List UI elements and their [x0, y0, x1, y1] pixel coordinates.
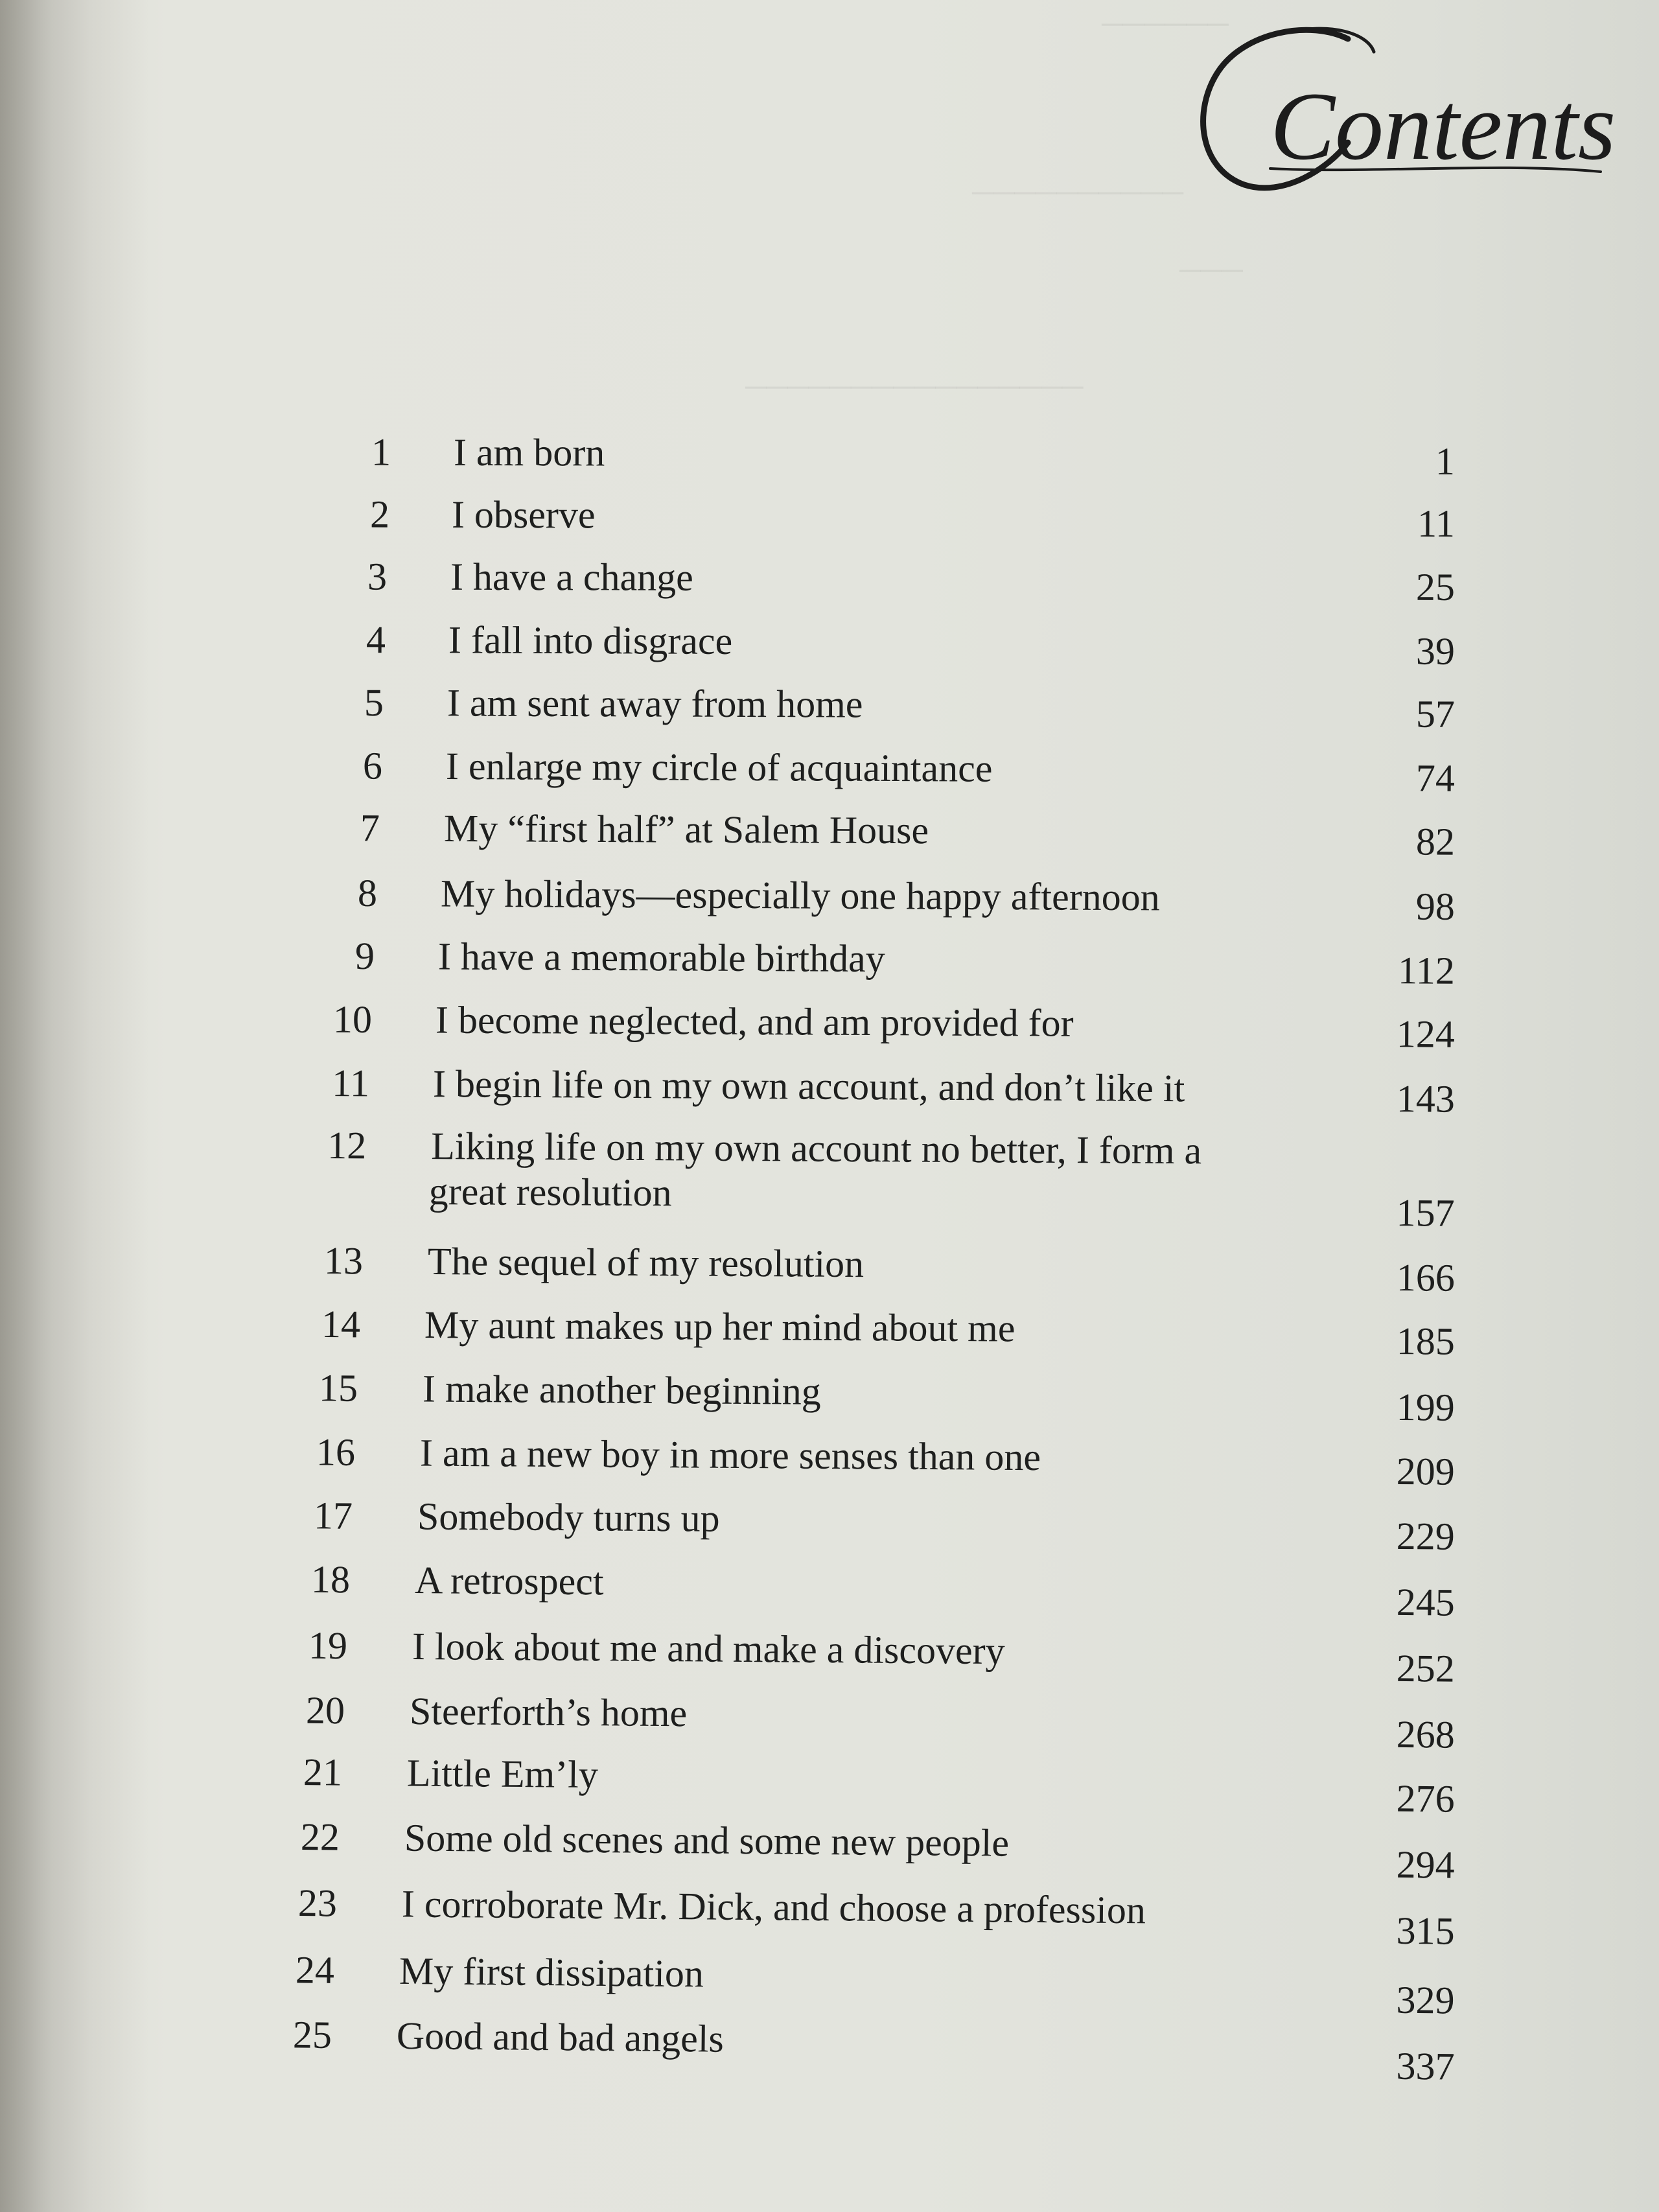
- page-number: 209: [1396, 1450, 1456, 1493]
- chapter-title: My aunt makes up her mind about me: [424, 1303, 1015, 1350]
- chapter-title: I am a new boy in more senses than one: [419, 1431, 1041, 1479]
- chapter-title: Little Em’ly: [406, 1751, 599, 1797]
- chapter-title: I make another beginning: [422, 1367, 821, 1413]
- page-number: 337: [1396, 2044, 1455, 2088]
- chapter-number: 22: [300, 1815, 340, 1859]
- chapter-title: I fall into disgrace: [448, 618, 733, 662]
- chapter-number: 19: [308, 1624, 348, 1668]
- chapter-title: I have a memorable birthday: [437, 935, 885, 981]
- page-number: 199: [1396, 1386, 1456, 1429]
- page-number: 1: [1435, 439, 1456, 483]
- chapter-number: 3: [367, 555, 388, 598]
- chapter-number: 4: [365, 618, 386, 662]
- page-number: 74: [1415, 756, 1456, 800]
- page-number: 329: [1396, 1978, 1455, 2022]
- page-number: 294: [1396, 1843, 1455, 1887]
- chapter-number: 13: [323, 1239, 364, 1283]
- chapter-number: 25: [292, 2013, 332, 2056]
- page-number: 157: [1396, 1191, 1455, 1235]
- chapter-number: 7: [360, 806, 380, 850]
- chapter-number: 2: [369, 493, 390, 536]
- chapter-title: I look about me and make a discovery: [412, 1624, 1005, 1673]
- page-number: 268: [1396, 1712, 1456, 1756]
- chapter-number: 17: [313, 1494, 353, 1537]
- chapter-title: My holidays—especially one happy afternoon: [440, 872, 1160, 919]
- chapter-number: 11: [332, 1062, 370, 1105]
- page-number: 124: [1396, 1012, 1456, 1056]
- page-number: 143: [1396, 1077, 1456, 1121]
- chapter-number: 5: [364, 681, 384, 725]
- chapter-number: 12: [327, 1124, 367, 1167]
- chapter-title: The sequel of my resolution: [427, 1240, 864, 1286]
- page-number: 39: [1415, 629, 1456, 673]
- chapter-number: 8: [357, 871, 378, 915]
- chapter-title: I corroborate Mr. Dick, and choose a profession: [401, 1882, 1146, 1932]
- chapter-title: I observe: [451, 493, 596, 537]
- chapter-title: Somebody turns up: [417, 1495, 720, 1540]
- show-through-decoration: ──────: [1102, 7, 1229, 40]
- chapter-number: 9: [354, 934, 375, 978]
- page-number: 98: [1415, 885, 1456, 928]
- show-through-decoration: ────────────────: [745, 370, 1084, 403]
- chapter-title: Good and bad angels: [396, 2014, 725, 2060]
- chapter-title: Steerforth’s home: [409, 1689, 688, 1735]
- chapter-number: 20: [305, 1688, 345, 1732]
- chapter-number: 23: [297, 1881, 338, 1925]
- chapter-title: I begin life on my own account, and don’t like it: [432, 1062, 1185, 1110]
- page-number: 112: [1397, 949, 1456, 992]
- chapter-number: 6: [362, 744, 383, 787]
- contents-title-text: Contents: [1270, 73, 1614, 180]
- chapter-number: 10: [332, 997, 373, 1042]
- chapter-number: 16: [316, 1430, 356, 1474]
- chapter-title: I am sent away from home: [447, 681, 863, 726]
- show-through-decoration: ───: [1179, 253, 1243, 286]
- chapter-title: Some old scenes and some new people: [404, 1816, 1010, 1865]
- chapter-number: 14: [321, 1303, 361, 1346]
- chapter-title: My first dissipation: [399, 1949, 704, 1996]
- page-number: 82: [1415, 820, 1456, 863]
- chapter-title: I am born: [453, 430, 605, 474]
- page-number: 245: [1396, 1580, 1456, 1624]
- page-number: 229: [1396, 1515, 1456, 1558]
- chapter-title: I become neglected, and am provided for: [435, 998, 1074, 1045]
- page-number: 276: [1396, 1776, 1455, 1821]
- chapter-title: A retrospect: [414, 1559, 604, 1603]
- chapter-number: 18: [310, 1557, 351, 1601]
- page-number: 185: [1396, 1320, 1456, 1363]
- chapter-number: 1: [371, 430, 391, 474]
- chapter-title: I enlarge my circle of acquaintance: [445, 745, 993, 790]
- chapter-number: 21: [303, 1751, 343, 1794]
- show-through-decoration: ──────────: [972, 176, 1183, 209]
- chapter-number: 15: [318, 1366, 358, 1410]
- page-number: 252: [1396, 1646, 1456, 1690]
- page-number: 315: [1396, 1909, 1455, 1953]
- chapter-title-continued: great resolution: [428, 1170, 672, 1215]
- page-number: 57: [1415, 692, 1456, 736]
- page-number: 11: [1417, 502, 1456, 545]
- chapter-title: My “first half” at Salem House: [443, 806, 929, 852]
- page-number: 25: [1415, 565, 1456, 609]
- page-number: 166: [1396, 1256, 1456, 1299]
- chapter-number: 24: [295, 1948, 335, 1992]
- chapter-title: I have a change: [450, 555, 693, 599]
- chapter-title: Liking life on my own account no better, I form a: [431, 1124, 1202, 1172]
